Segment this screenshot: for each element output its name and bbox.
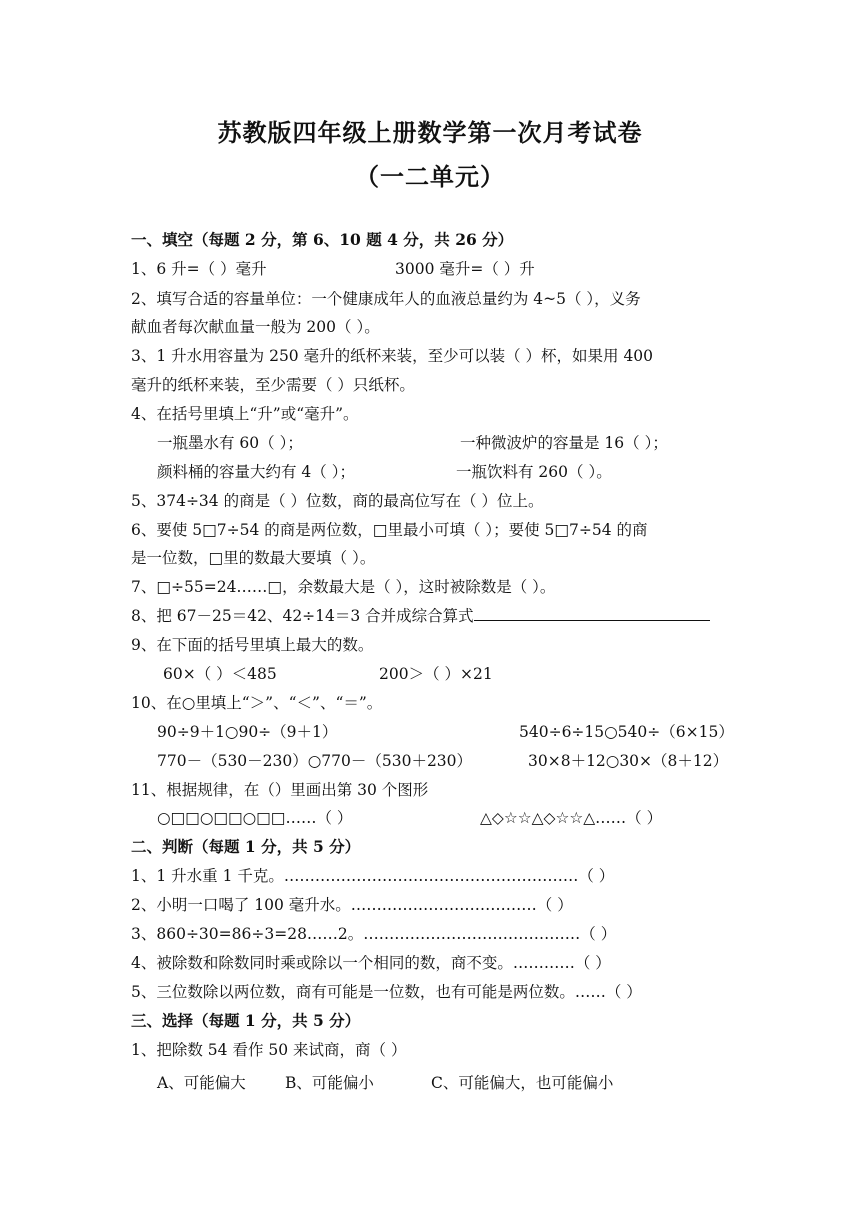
question-3-line-2: 毫升的纸杯来装，至少需要（ ）只纸杯。 xyxy=(131,376,415,394)
question-6-line-1: 6、要使 5□7÷54 的商是两位数，□里最小可填（ ）；要使 5□7÷54 的商 xyxy=(131,521,648,539)
question-9-item-a: 60×（ ）＜485 xyxy=(163,665,277,683)
question-4-item-b: 一种微波炉的容量是 16（ ）； xyxy=(460,434,668,452)
question-6-line-2: 是一位数，□里的数最大要填（ ）。 xyxy=(131,549,376,567)
question-11-pattern-b: △◇☆☆△◇☆☆△……（ ） xyxy=(480,809,663,827)
judge-question-1: 1、1 升水重 1 千克。…………………………………………………（ ） xyxy=(131,867,615,885)
question-7: 7、□÷55=24……□，余数最大是（ ），这时被除数是（ ）。 xyxy=(131,578,556,596)
question-1-part-b: 3000 毫升=（ ）升 xyxy=(395,260,535,278)
question-9: 9、在下面的括号里填上最大的数。 xyxy=(131,636,374,654)
question-2-line-2: 献血者每次献血量一般为 200（ ）。 xyxy=(131,318,380,336)
question-5: 5、374÷34 的商是（ ）位数，商的最高位写在（ ）位上。 xyxy=(131,492,544,510)
question-1-part-a: 1、6 升=（ ）毫升 xyxy=(131,260,267,278)
page-title: 苏教版四年级上册数学第一次月考试卷 xyxy=(217,118,643,147)
choice-option-b: B、可能偏小 xyxy=(285,1074,374,1092)
question-4-item-a: 一瓶墨水有 60（ ）； xyxy=(157,434,303,452)
question-10-item-c: 770－（530－230）○770－（530＋230） xyxy=(157,752,473,770)
choice-question-1: 1、把除数 54 看作 50 来试商，商（ ） xyxy=(131,1041,407,1059)
question-10-item-b: 540÷6÷15○540÷（6×15） xyxy=(519,723,734,741)
question-9-item-b: 200＞（ ）×21 xyxy=(379,665,493,683)
judge-question-4: 4、被除数和除数同时乘或除以一个相同的数，商不变。…………（ ） xyxy=(131,954,611,972)
question-8-text: 8、把 67－25＝42、42÷14＝3 合并成综合算式 xyxy=(131,607,474,625)
page-subtitle: （一二单元） xyxy=(355,162,505,191)
question-8 xyxy=(131,606,710,626)
judge-question-5: 5、三位数除以两位数，商有可能是一位数，也有可能是两位数。……（ ） xyxy=(131,983,642,1001)
question-4-item-c: 颜料桶的容量大约有 4（ ）； xyxy=(157,463,355,481)
question-11-pattern-a: ○□□○□□○□□……（ ） xyxy=(157,809,353,827)
question-11: 11、根据规律，在（）里画出第 30 个图形 xyxy=(131,781,429,799)
section-2-heading: 二、判断（每题 1 分，共 5 分） xyxy=(131,837,361,856)
answer-underline xyxy=(474,606,710,621)
section-1-heading: 一、填空（每题 2 分，第 6、10 题 4 分，共 26 分） xyxy=(131,230,514,249)
question-10-item-a: 90÷9＋1○90÷（9＋1） xyxy=(157,723,338,741)
question-4: 4、在括号里填上“升”或“毫升”。 xyxy=(131,405,359,423)
judge-question-2: 2、小明一口喝了 100 毫升水。………………………………（ ） xyxy=(131,896,573,914)
question-4-item-d: 一瓶饮料有 260（ ）。 xyxy=(456,463,612,481)
question-3-line-1: 3、1 升水用容量为 250 毫升的纸杯来装，至少可以装（ ）杯，如果用 400 xyxy=(131,347,654,365)
choice-option-c: C、可能偏大，也可能偏小 xyxy=(431,1074,614,1092)
question-10: 10、在○里填上“＞”、“＜”、“＝”。 xyxy=(131,694,383,712)
question-2-line-1: 2、填写合适的容量单位：一个健康成年人的血液总量约为 4~5（ ），义务 xyxy=(131,290,641,308)
choice-option-a: A、可能偏大 xyxy=(157,1074,246,1092)
question-10-item-d: 30×8＋12○30×（8＋12） xyxy=(528,752,729,770)
section-3-heading: 三、选择（每题 1 分，共 5 分） xyxy=(131,1011,361,1030)
judge-question-3: 3、860÷30=86÷3=28……2。……………………………………（ ） xyxy=(131,925,617,943)
